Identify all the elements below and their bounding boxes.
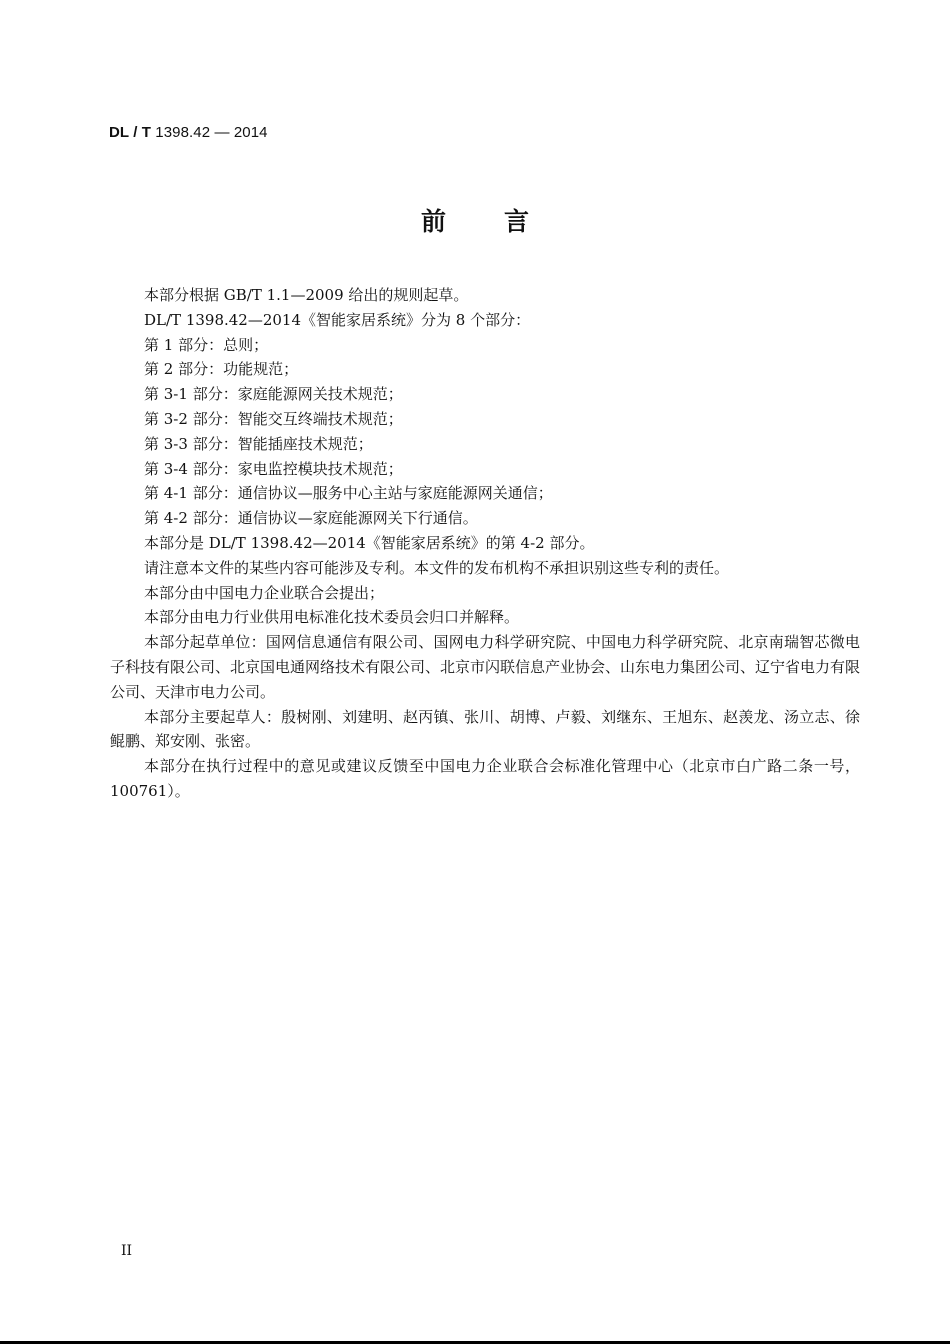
part-list-item: 第 3-4 部分：家电监控模块技术规范； bbox=[144, 459, 403, 478]
part-list-item: 第 4-1 部分：通信协议—服务中心主站与家庭能源网关通信； bbox=[144, 484, 553, 503]
part-list-item: 第 2 部分：功能规范； bbox=[144, 360, 299, 379]
page-title-char-2: 言 bbox=[504, 207, 530, 236]
part-list-item: 第 3-1 部分：家庭能源网关技术规范； bbox=[144, 385, 403, 404]
proposer-statement: 本部分由中国电力企业联合会提出； bbox=[144, 583, 385, 602]
part-list-item: 第 1 部分：总则； bbox=[144, 335, 269, 354]
document-code-number: 1398.42 — 2014 bbox=[151, 124, 268, 141]
drafters: 本部分主要起草人：殷树刚、刘建明、赵丙镇、张川、胡博、卢毅、刘继东、王旭东、赵羡龙、汤立志、徐鲲鹏、郑安刚、张密。 bbox=[110, 707, 860, 751]
patent-notice: 请注意本文件的某些内容可能涉及专利。本文件的发布机构不承担识别这些专利的责任。 bbox=[144, 558, 730, 577]
drafting-units: 本部分起草单位：国网信息通信有限公司、国网电力科学研究院、中国电力科学研究院、北京南瑞智芯微电子科技有限公司、北京国电通网络技术有限公司、北京市闪联信息产业协会、山东电力集团公司、辽宁省电力有限公司、天津市电力公司。 bbox=[110, 633, 861, 701]
document-code-prefix: DL / T bbox=[109, 124, 151, 141]
committee-statement: 本部分由电力行业供用电标准化技术委员会归口并解释。 bbox=[144, 608, 520, 627]
document-code bbox=[109, 124, 268, 141]
part-list-item: 第 3-2 部分：智能交互终端技术规范； bbox=[144, 409, 403, 428]
paragraph: 本部分是 DL/T 1398.42—2014《智能家居系统》的第 4-2 部分。 bbox=[144, 533, 595, 552]
page-number: II bbox=[121, 1243, 133, 1259]
page-title-char-1: 前 bbox=[420, 207, 446, 236]
paragraph: 本部分根据 GB/T 1.1—2009 给出的规则起草。 bbox=[144, 286, 469, 304]
feedback-notice: 本部分在执行过程中的意见或建议反馈至中国电力企业联合会标准化管理中心（北京市白广路二条一号，100761）。 bbox=[110, 757, 860, 800]
page-title bbox=[0, 202, 950, 238]
part-list-item: 第 3-3 部分：智能插座技术规范； bbox=[144, 434, 373, 453]
part-list-item: 第 4-2 部分：通信协议—家庭能源网关下行通信。 bbox=[144, 509, 478, 528]
foreword-body bbox=[110, 283, 860, 804]
paragraph: DL/T 1398.42—2014《智能家居系统》分为 8 个部分： bbox=[144, 310, 531, 329]
